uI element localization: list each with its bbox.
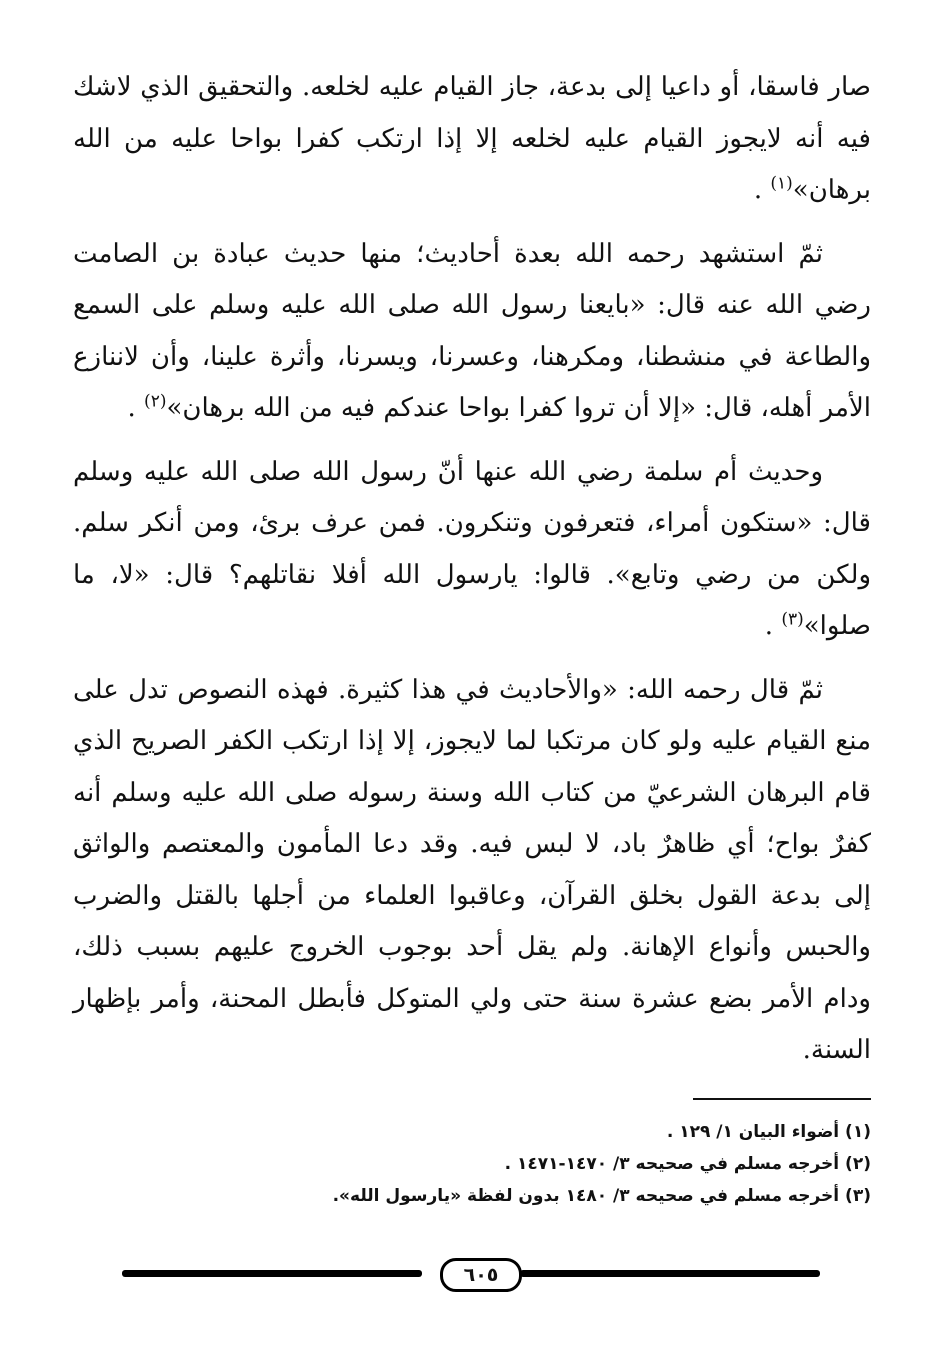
footnote-reference[interactable]: (٣): [781, 609, 804, 630]
paragraph-end: .: [127, 393, 145, 423]
main-text: [73, 62, 871, 1089]
paragraph: [73, 665, 871, 1077]
footnote-item: (٣) أخرجه مسلم في صحيحه ٣/ ١٤٨٠ بدون لفظة «يارسول الله».: [332, 1186, 871, 1206]
footnote-separator: [693, 1098, 871, 1100]
paragraph: [73, 447, 871, 653]
paragraph-text: وحديث أم سلمة رضي الله عنها أنّ رسول الله صلى الله عليه وسلم قال: «ستكون أمراء، فتعرفون وتنكرون. فمن عرف برئ، ومن أنكر سلم. ولكن من رضي وتابع». قالوا: يارسول الله أفلا نقاتلهم؟ قال: «لا، ما صلوا»: [73, 456, 871, 641]
paragraph-text: صار فاسقا، أو داعيا إلى بدعة، جاز القيام عليه لخلعه. والتحقيق الذي لاشك فيه أنه لايجوز القيام عليه لخلعه إلا إذا ارتكب كفرا بواحا عليه من الله برهان»: [73, 72, 871, 205]
paragraph-text: ثمّ قال رحمه الله: «والأحاديث في هذا كثيرة. فهذه النصوص تدل على منع القيام عليه ولو كان مرتكبا لما لايجوز، إلا إذا ارتكب الكفر الصريح الذي قام البرهان الشرعيّ من كتاب الله وسنة رسوله صلى الله عليه وسلم أنه كفرٌ بواح؛ أي ظاهرٌ باد، لا لبس فيه. وقد دعا المأمون والمعتصم والواثق إلى بدعة القول بخلق القرآن، وعاقبوا العلماء من أجلها بالقتل والضرب والحبس وأنواع الإهانة. ولم يقل أحد بوجوب الخروج عليهم بسبب ذلك، ودام الأمر بضع عشرة سنة حتى ولي المتوكل فأبطل المحنة، وأمر بإظهار السنة.: [73, 674, 872, 1065]
paragraph-end: .: [764, 611, 782, 641]
footnote-item: (١) أضواء البيان ١/ ١٢٩ .: [666, 1122, 871, 1142]
footer-rule-right: [520, 1270, 820, 1277]
paragraph: [73, 229, 871, 435]
footnotes: [81, 1116, 871, 1212]
paragraph-end: .: [753, 175, 771, 205]
footnote-reference[interactable]: (٢): [144, 391, 167, 412]
footnote-reference[interactable]: (١): [770, 173, 793, 194]
footnote-item: (٢) أخرجه مسلم في صحيحه ٣/ ١٤٧٠-١٤٧١ .: [504, 1154, 871, 1174]
page-number: ٦٠٥: [440, 1258, 522, 1292]
page-footer: [122, 1258, 820, 1292]
footer-rule-left: [122, 1270, 422, 1277]
paragraph-text: ثمّ استشهد رحمه الله بعدة أحاديث؛ منها حديث عبادة بن الصامت رضي الله عنه قال: «بايعنا رسول الله صلى الله عليه وسلم على السمع والطاعة في منشطنا، ومكرهنا، وعسرنا، ويسرنا، وأثرة علينا، وأن لاننازع الأمر أهله، قال: «إلا أن تروا كفرا بواحا عندكم فيه من الله برهان»: [73, 238, 871, 423]
paragraph: [73, 62, 871, 217]
